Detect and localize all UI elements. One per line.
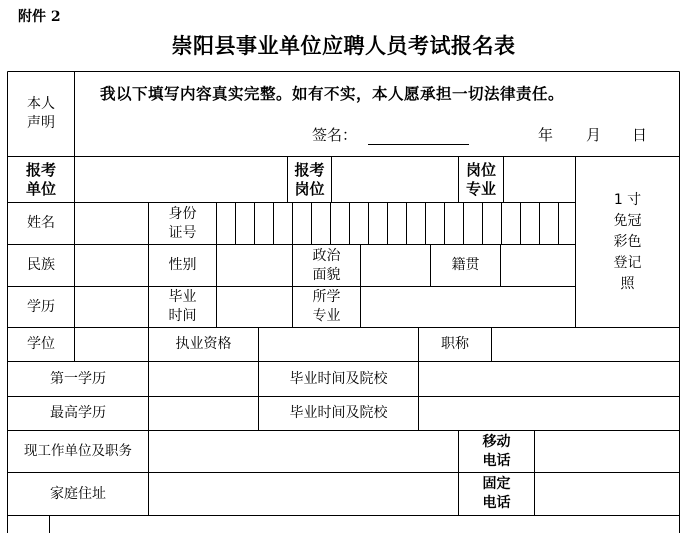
date-month-label: 月 [586,126,602,144]
photo-placeholder: 1 寸 免冠 彩色 登记 照 [613,191,642,292]
degree-label: 学位 [27,336,55,352]
mobile-phone-label: 移动 电话 [482,433,511,469]
apply-unit-label: 报考 单位 [25,160,56,198]
signature-label: 签名： [312,126,358,144]
gender-label: 性别 [168,257,197,273]
date-year-label: 年 [538,126,554,144]
major-label: 所学 专业 [312,289,341,324]
declaration-text: 我以下填写内容真实完整。如有不实，本人愿承担一切法律责任。 [100,84,565,103]
job-title-label: 职称 [441,336,469,352]
grad-time-school-label-2: 毕业时间及院校 [289,405,388,421]
post-major-label: 岗位 专业 [465,160,496,198]
ethnicity-label: 民族 [27,257,55,273]
grad-time-school-label-1: 毕业时间及院校 [289,370,388,387]
form-title: 崇阳县事业单位应聘人员考试报名表 [171,33,516,58]
id-number-label: 身份 证号 [168,205,197,241]
current-work-label: 现工作单位及职务 [24,443,132,459]
declaration-label: 本人 声明 [27,96,55,131]
landline-phone-label: 固定 电话 [482,476,511,511]
qualification-label: 执业资格 [175,336,232,352]
highest-education-label: 最高学历 [50,405,106,421]
political-status-label: 政治 面貌 [312,247,341,283]
date-day-label: 日 [632,126,648,144]
education-label: 学历 [27,298,55,315]
attachment-label: 附件 2 [18,9,61,25]
graduation-time-label: 毕业 时间 [168,289,197,324]
apply-post-label: 报考 岗位 [294,160,325,198]
first-education-label: 第一学历 [50,370,106,387]
native-place-label: 籍贯 [451,257,480,273]
home-address-label: 家庭住址 [50,485,106,502]
name-label: 姓名 [27,215,55,231]
